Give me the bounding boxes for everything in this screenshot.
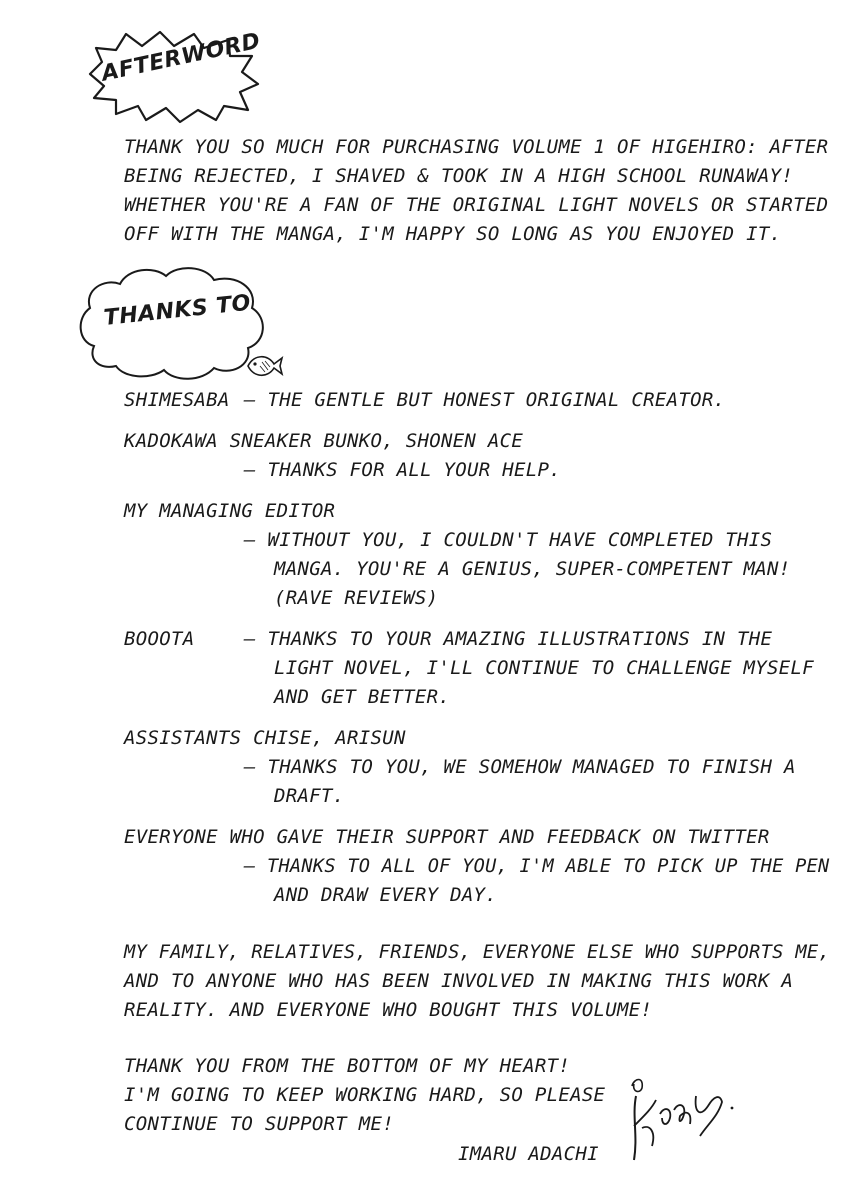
intro-line: THANK YOU SO MUCH FOR PURCHASING VOLUME 1 OF HIGEHIRO: AFTER	[124, 136, 829, 158]
thanks-heading: THANKS TO	[102, 290, 253, 331]
farewell-line: CONTINUE TO SUPPORT ME!	[124, 1113, 394, 1135]
intro-line: WHETHER YOU'RE A FAN OF THE ORIGINAL LIGHT NOVELS OR STARTED	[124, 194, 829, 216]
thanks-text: AND DRAW EVERY DAY.	[274, 884, 498, 906]
fish-icon	[244, 350, 284, 380]
thanks-name: BOOOTA	[124, 628, 195, 650]
thanks-text: (RAVE REVIEWS)	[274, 587, 439, 609]
thanks-text: — THE GENTLE BUT HONEST ORIGINAL CREATOR.	[244, 389, 726, 411]
thanks-text: — WITHOUT YOU, I COULDN'T HAVE COMPLETED THIS	[244, 529, 773, 551]
afterword-heading: AFTERWORD	[99, 28, 263, 87]
intro-line: OFF WITH THE MANGA, I'M HAPPY SO LONG AS YOU ENJOYED IT.	[124, 223, 782, 245]
intro-line: BEING REJECTED, I SHAVED & TOOK IN A HIGH SCHOOL RUNAWAY!	[124, 165, 794, 187]
thanks-text: — THANKS TO ALL OF YOU, I'M ABLE TO PICK UP THE PEN	[244, 855, 830, 877]
thanks-name: KADOKAWA SNEAKER BUNKO, SHONEN ACE	[124, 430, 524, 452]
thanks-name: SHIMESABA	[124, 389, 230, 411]
thanks-text: DRAFT.	[274, 785, 345, 807]
thanks-text: — THANKS FOR ALL YOUR HELP.	[244, 459, 561, 481]
closing-line: MY FAMILY, RELATIVES, FRIENDS, EVERYONE ELSE WHO SUPPORTS ME,	[124, 941, 831, 963]
thanks-text: — THANKS TO YOUR AMAZING ILLUSTRATIONS IN THE	[244, 628, 773, 650]
thanks-text: — THANKS TO YOU, WE SOMEHOW MANAGED TO FINISH A	[244, 756, 796, 778]
thanks-name: EVERYONE WHO GAVE THEIR SUPPORT AND FEEDBACK ON TWITTER	[124, 826, 770, 848]
closing-line: REALITY. AND EVERYONE WHO BOUGHT THIS VOLUME!	[124, 999, 653, 1021]
thanks-text: LIGHT NOVEL, I'LL CONTINUE TO CHALLENGE MYSELF	[274, 657, 814, 679]
signature-icon	[622, 1066, 742, 1166]
thanks-text: AND GET BETTER.	[274, 686, 451, 708]
thanks-text: MANGA. YOU'RE A GENIUS, SUPER-COMPETENT MAN!	[274, 558, 791, 580]
farewell-line: THANK YOU FROM THE BOTTOM OF MY HEART!	[124, 1055, 571, 1077]
farewell-line: I'M GOING TO KEEP WORKING HARD, SO PLEASE	[124, 1084, 606, 1106]
closing-line: AND TO ANYONE WHO HAS BEEN INVOLVED IN MAKING THIS WORK A	[124, 970, 794, 992]
thanks-name: MY MANAGING EDITOR	[124, 500, 336, 522]
thanks-name: ASSISTANTS CHISE, ARISUN	[124, 727, 406, 749]
author-name: IMARU ADACHI	[458, 1143, 599, 1165]
